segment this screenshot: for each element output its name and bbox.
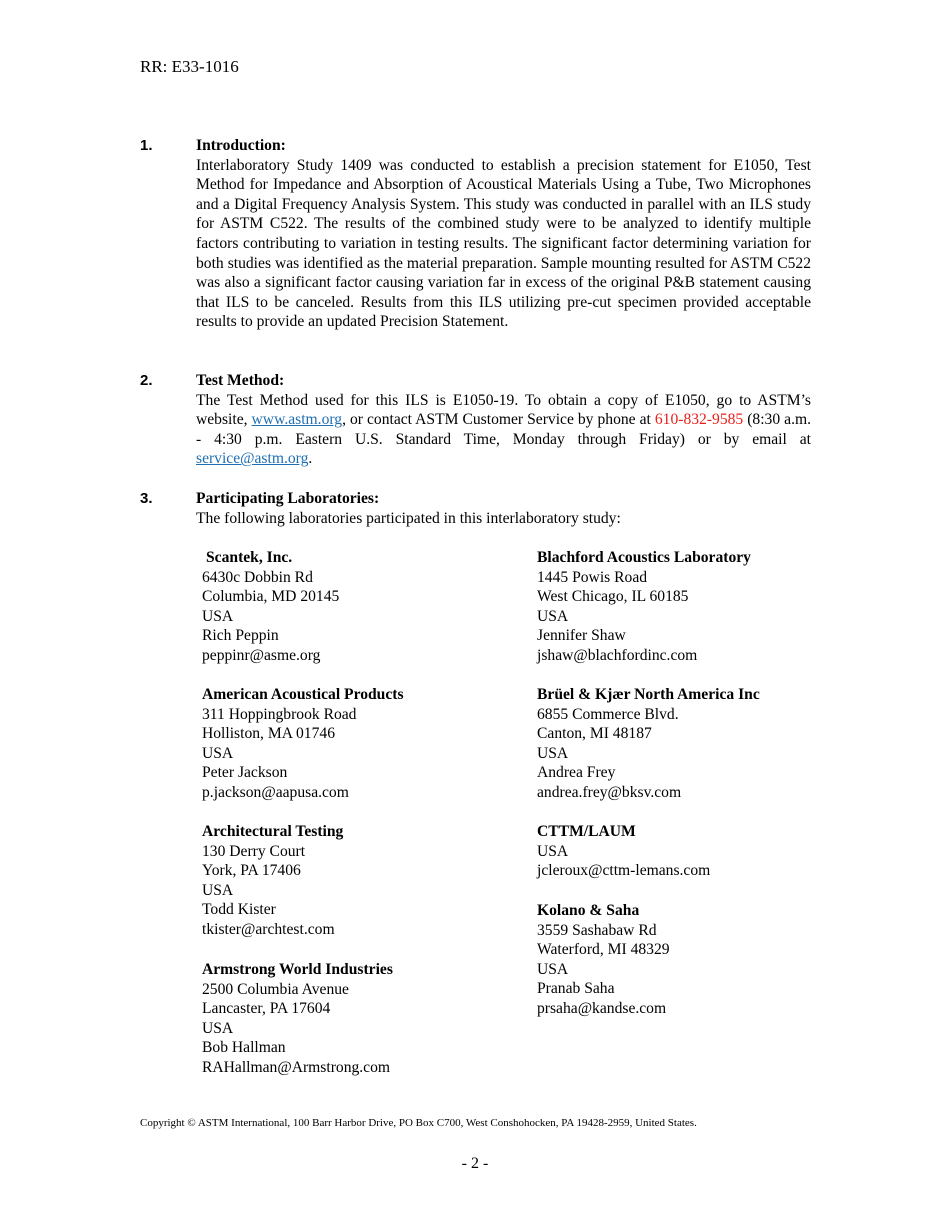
lab-line: Peter Jackson [202, 764, 288, 782]
section-title: Participating Laboratories: [196, 490, 380, 507]
email-link[interactable]: service@astm.org [196, 450, 309, 468]
lab-name: Kolano & Saha [537, 902, 640, 919]
section-introduction [140, 136, 811, 332]
lab-email: p.jackson@aapusa.com [202, 783, 349, 801]
lab-email: jcleroux@cttm-lemans.com [537, 862, 711, 880]
lab-line: USA [537, 842, 569, 860]
website-link[interactable]: www.astm.org [251, 411, 343, 429]
lab-line: Todd Kister [202, 901, 276, 919]
lab-name: Brüel & Kjær North America Inc [537, 686, 760, 703]
lab-line: Lancaster, PA 17604 [202, 1000, 331, 1018]
lab-line: Rich Peppin [202, 627, 279, 645]
page-number: - 2 - [461, 1155, 489, 1172]
lab-name: Scantek, Inc. [206, 549, 293, 566]
lab-line: Pranab Saha [537, 980, 615, 998]
lab-line: USA [537, 960, 569, 978]
lab-email: jshaw@blachfordinc.com [537, 646, 698, 664]
lab-entry [537, 901, 670, 1019]
lab-email: prsaha@kandse.com [537, 999, 667, 1017]
lab-line: 2500 Columbia Avenue [202, 980, 349, 998]
section-participating-labs [140, 489, 811, 528]
lab-entry [202, 685, 404, 803]
lab-email: RAHallman@Armstrong.com [202, 1058, 391, 1076]
lab-line: Holliston, MA 01746 [202, 725, 335, 743]
lab-entry [202, 960, 393, 1078]
lab-line: USA [202, 1019, 234, 1037]
lab-line: USA [537, 744, 569, 762]
lab-line: Jennifer Shaw [537, 627, 626, 645]
lab-entry [537, 685, 760, 803]
lab-line: USA [202, 881, 234, 899]
lab-line: Canton, MI 48187 [537, 725, 652, 743]
lab-line: Andrea Frey [537, 764, 616, 782]
lab-line: 1445 Powis Road [537, 568, 648, 586]
lab-line: USA [202, 744, 234, 762]
lab-line: York, PA 17406 [202, 862, 301, 880]
lab-line: 311 Hoppingbrook Road [202, 705, 357, 723]
lab-line: 130 Derry Court [202, 842, 306, 860]
text-segment: The Test Method used for this ILS is E1050-19. To obtain a copy of E1050, go to ASTM’s website, [196, 391, 811, 429]
lab-name: Blachford Acoustics Laboratory [537, 549, 751, 566]
text-segment: . [308, 450, 313, 468]
lab-line: West Chicago, IL 60185 [537, 588, 689, 606]
section-number: 2. [140, 372, 153, 389]
section-title: Test Method: [196, 372, 285, 389]
lab-line: 3559 Sashabaw Rd [537, 921, 657, 939]
lab-entry [537, 822, 710, 881]
lab-entry [202, 822, 343, 940]
section-paragraph [196, 391, 811, 469]
lab-name: Architectural Testing [202, 823, 344, 840]
lab-name: American Acoustical Products [202, 686, 404, 703]
section-number: 3. [140, 490, 153, 507]
lab-line: 6855 Commerce Blvd. [537, 705, 679, 723]
section-paragraph: The following laboratories participated in this interlaboratory study: [196, 509, 621, 527]
lab-line: USA [537, 607, 569, 625]
lab-email: peppinr@asme.org [202, 646, 321, 664]
lab-entry [537, 548, 751, 666]
lab-entry [202, 548, 339, 666]
lab-email: andrea.frey@bksv.com [537, 783, 682, 801]
lab-name: Armstrong World Industries [202, 961, 393, 978]
lab-line: USA [202, 607, 234, 625]
lab-line: Bob Hallman [202, 1039, 286, 1057]
lab-line: 6430c Dobbin Rd [202, 568, 313, 586]
text-segment: , or contact ASTM Customer Service by phone at [342, 411, 655, 429]
lab-name: CTTM/LAUM [537, 823, 636, 840]
text-segment: (8:30 a.m. - 4:30 p.m. Eastern U.S. Standard Time, Monday through Friday) or by email at [196, 411, 811, 448]
phone-number: 610-832-9585 [654, 411, 744, 429]
section-number: 1. [140, 137, 153, 154]
lab-email: tkister@archtest.com [202, 920, 335, 938]
section-title: Introduction: [196, 137, 286, 154]
lab-line: Waterford, MI 48329 [537, 941, 670, 959]
copyright-footer: Copyright © ASTM International, 100 Barr Harbor Drive, PO Box C700, West Conshohocken, PA 19428-2959, United States. [140, 1117, 697, 1129]
section-paragraph: Interlaboratory Study 1409 was conducted to establish a precision statement for E1050, Test Method for Impedance and Absorption of Acoustical Materials Using a Tube, Two Microphones and a Digital Frequency Analysis System. This study was conducted in parallel with an ILS study for ASTM C522. The results of the combined study were to be analyzed to identify multiple factors contributing to variation in testing results. The significant factor determining variation for both studies was identified as the material preparation. Sample mounting resulted for ASTM C522 was also a significant factor causing variation far in excess of the original P&B statement causing that ILS to be canceled. Results from this ILS utilizing pre-cut specimen provided acceptable results to provide an updated Precision Statement. [196, 156, 811, 331]
section-test-method [140, 371, 811, 469]
lab-line: Columbia, MD 20145 [202, 588, 340, 606]
report-id: RR: E33-1016 [140, 57, 239, 76]
